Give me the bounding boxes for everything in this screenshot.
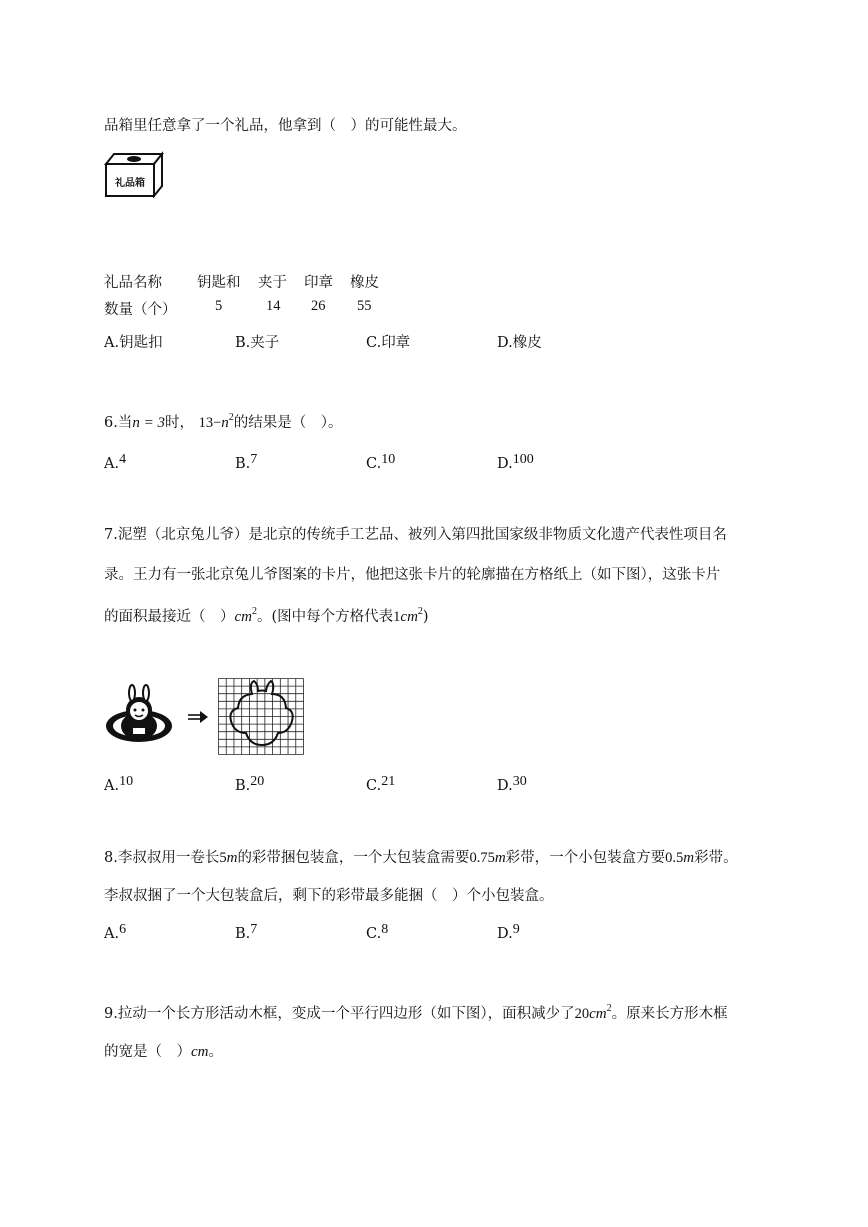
q8-option-d: D.9: [497, 922, 520, 942]
q7-option-b: B.20: [235, 774, 265, 794]
table-header-1: 钥匙和: [197, 275, 241, 291]
gift-box-label: 礼品箱: [115, 178, 145, 189]
table-row-1: 5: [215, 298, 223, 314]
q5-option-a: A.钥匙扣: [104, 335, 163, 351]
q8-option-a: A.6: [104, 922, 127, 942]
rabbit-figure-illustration: [104, 684, 174, 746]
q7-line-1: 7.泥塑（北京兔儿爷）是北京的传统手工艺品、被列入第四批国家级非物质文化遗产代表性项目名: [104, 527, 727, 543]
q6-option-d: D.100: [497, 452, 534, 472]
q5-intro-line: 品箱里任意拿了一个礼品，他拿到（ ）的可能性最大。: [104, 118, 467, 134]
table-header-2: 夹于: [258, 275, 287, 291]
q8-line-2: 李叔叔捆了一个大包装盒后，剩下的彩带最多能捆（ ）个小包装盒。: [104, 888, 554, 904]
q7-option-d: D.30: [497, 774, 527, 794]
table-header-4: 橡皮: [350, 275, 379, 291]
table-header-0: 礼品名称: [104, 275, 162, 291]
table-row-3: 26: [311, 298, 326, 314]
right-arrow-icon: [187, 710, 209, 724]
q5-option-d: D.橡皮: [497, 335, 542, 351]
q8-option-c: C.8: [366, 922, 389, 942]
q5-option-c: C.印章: [366, 335, 411, 351]
q9-line-2: 的宽是（ ）cm。: [104, 1044, 223, 1060]
q9-line-1: 9.拉动一个长方形活动木框，变成一个平行四边形（如下图），面积减少了$20cm^2$。原来长方形木框: [104, 1003, 728, 1022]
table-row-0: 数量（个）: [104, 302, 177, 318]
gift-box-illustration: [104, 150, 166, 198]
q6-option-a: A.4: [104, 452, 127, 472]
q6-question: 6.当n = 3时， $13-n^2$的结果是（ ）。: [104, 412, 343, 431]
table-row-4: 55: [357, 298, 372, 314]
grid-paper-outline: [218, 678, 304, 755]
q6-option-c: C.10: [366, 452, 396, 472]
q6-option-b: B.7: [235, 452, 258, 472]
q8-line-1: 8.李叔叔用一卷长5m的彩带捆包装盒，一个大包装盒需要0.75m彩带，一个小包装盒方要0.5m彩带。: [104, 850, 738, 866]
q7-option-c: C.21: [366, 774, 396, 794]
table-header-3: 印章: [304, 275, 333, 291]
q5-option-b: B.夹子: [235, 335, 280, 351]
q7-line-2: 录。王力有一张北京兔儿爷图案的卡片，他把这张卡片的轮廓描在方格纸上（如下图），这张卡片: [104, 567, 721, 583]
q7-line-3: 的面积最接近（ ）$cm^2$。(图中每个方格代表$1cm^2$): [104, 606, 429, 625]
table-row-2: 14: [266, 298, 281, 314]
q7-option-a: A.10: [104, 774, 134, 794]
q8-option-b: B.7: [235, 922, 258, 942]
